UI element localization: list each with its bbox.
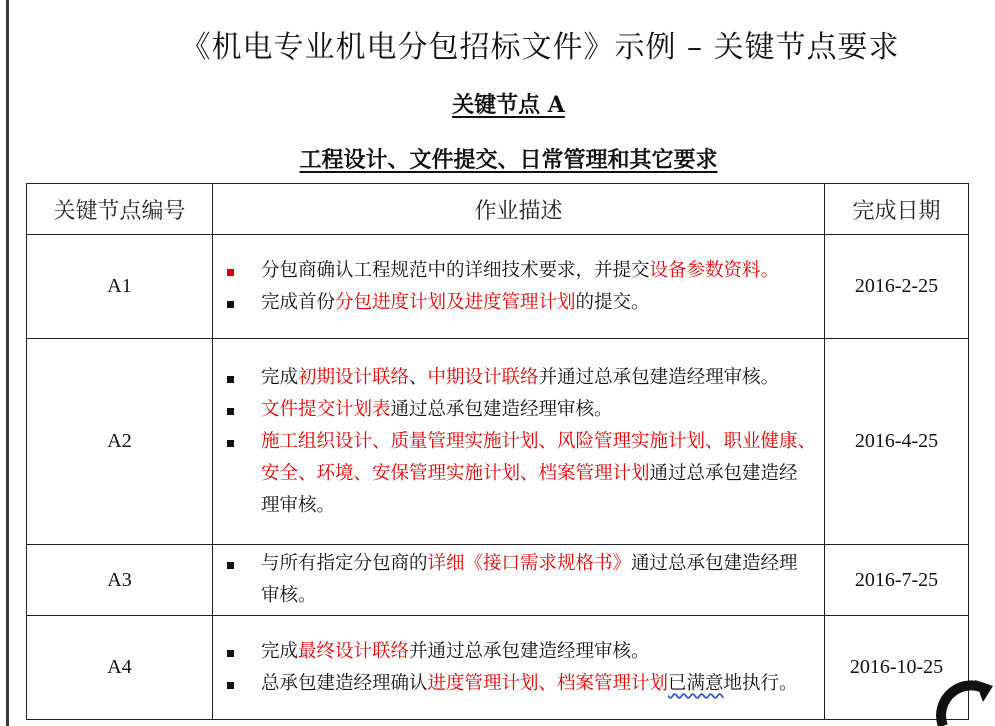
task-text: 并通过总承包建造经理审核。: [538, 366, 780, 388]
milestone-code: A4: [27, 616, 213, 720]
table-row: [27, 339, 969, 545]
highlighted-text: 设备参数资料。: [649, 259, 780, 281]
task-item: [227, 548, 816, 612]
task-item: [227, 636, 816, 668]
task-text: 通过总承包建造经理审核。: [261, 553, 798, 606]
milestone-subtitle: 关键节点 A: [452, 92, 565, 118]
highlighted-text: 进度管理计划、档案管理计划: [427, 672, 669, 694]
task-list: [227, 548, 816, 612]
task-list: [227, 255, 816, 319]
document-title: 《机电专业机电分包招标文件》示例 – 关键节点要求: [180, 30, 900, 65]
task-text: 的提交。: [575, 291, 650, 313]
highlighted-text: 分包进度计划及进度管理计划: [335, 291, 576, 313]
highlighted-text: 最终设计联络: [298, 640, 410, 662]
table-row: [27, 235, 969, 339]
completion-date: 2016-7-25: [825, 545, 969, 616]
task-text: 完成: [261, 366, 299, 388]
task-item: [227, 287, 816, 319]
task-text: 分包商确认工程规范中的详细技术要求，并提交: [261, 259, 650, 281]
header-code: 关键节点编号: [27, 184, 213, 235]
task-text: 通过总承包建造经理审核。: [390, 398, 613, 420]
section-title: 工程设计、文件提交、日常管理和其它要求: [299, 147, 718, 173]
task-item: [227, 394, 816, 426]
highlighted-text: 文件提交计划表: [261, 398, 391, 420]
milestone-code: A2: [27, 339, 213, 545]
table-row: [27, 545, 969, 616]
table-row: [27, 616, 969, 720]
completion-date: 2016-10-25: [825, 616, 969, 720]
task-text: 已满意: [668, 672, 724, 694]
milestone-description: [213, 545, 825, 616]
milestone-description: [213, 235, 825, 339]
highlighted-text: 初期设计联络: [298, 366, 410, 388]
task-item: [227, 426, 816, 522]
highlighted-text: 施工组织设计、质量管理实施计划、风险管理实施计划、职业健康、安全、环境、安保管理实施计划、档案管理计划: [261, 430, 817, 484]
task-text: 总承包建造经理确认: [261, 672, 428, 694]
completion-date: 2016-4-25: [825, 339, 969, 545]
task-text: 并通过总承包建造经理审核。: [409, 640, 650, 662]
milestone-code: A1: [27, 235, 213, 339]
milestone-code: A3: [27, 545, 213, 616]
task-text: 地执行。: [723, 672, 798, 694]
task-item: [227, 255, 816, 287]
task-list: [227, 636, 816, 700]
highlighted-text: 中期设计联络: [427, 366, 539, 388]
rotate-arrow-icon[interactable]: [925, 676, 995, 726]
completion-date: 2016-2-25: [825, 235, 969, 339]
task-text: 、: [409, 366, 428, 388]
task-list: [227, 362, 816, 522]
task-text: 通过总承包建造经理审核。: [261, 462, 798, 516]
task-text: 与所有指定分包商的: [261, 553, 428, 574]
header-date: 完成日期: [825, 184, 969, 235]
task-text: 完成首份: [261, 291, 336, 313]
milestone-description: [213, 616, 825, 720]
highlighted-text: 详细《接口需求规格书》: [427, 553, 632, 574]
milestone-description: [213, 339, 825, 545]
task-text: 完成: [261, 640, 299, 662]
header-description: 作业描述: [213, 184, 825, 235]
task-item: [227, 668, 816, 700]
milestone-table: [26, 183, 969, 720]
task-item: [227, 362, 816, 394]
table-header-row: [27, 184, 969, 235]
